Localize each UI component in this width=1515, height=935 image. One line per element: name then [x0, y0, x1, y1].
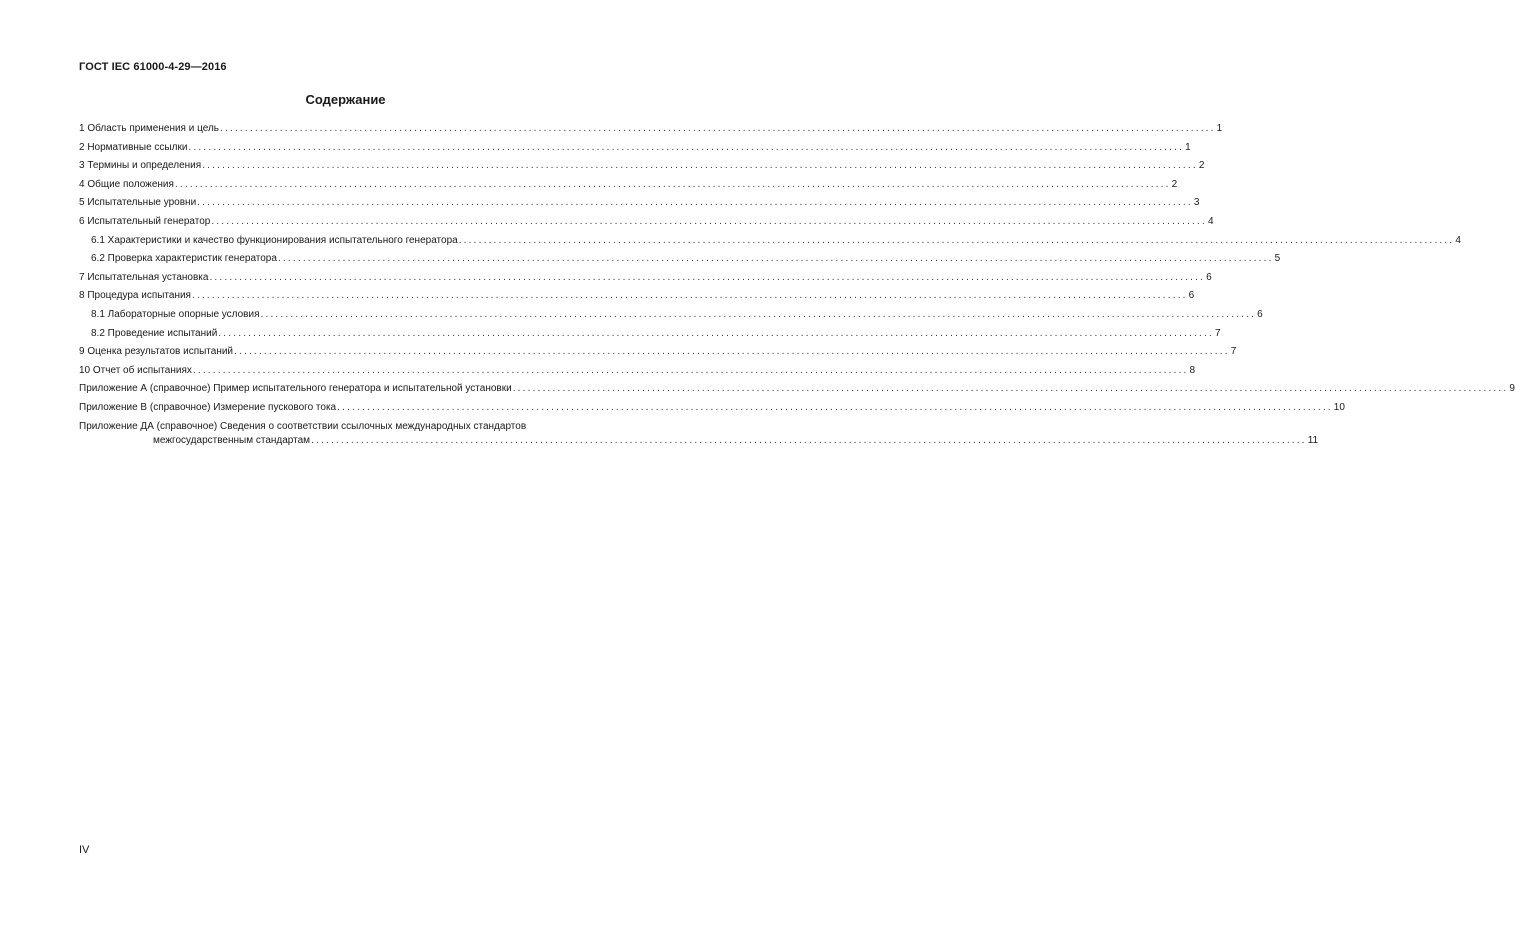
toc-leader-dots: ........................................................................................................................................................................................................ [277, 253, 1274, 265]
toc-entry-page: 10 [1333, 401, 1345, 413]
toc-entry-text: 8.2 Проведение испытаний [91, 327, 218, 339]
toc-entry-text: 2 Нормативные ссылки [79, 141, 188, 153]
toc-subentry[interactable] [79, 327, 1221, 346]
standard-designation: ГОСТ IEC 61000-4-29—2016 [79, 61, 227, 73]
toc-entry-text: 6.2 Проверка характеристик генератора [91, 253, 277, 265]
toc-entry-page: 3 [1193, 197, 1200, 209]
toc-entry-appendix-a[interactable] [79, 382, 1515, 401]
toc-entry-page: 2 [1171, 178, 1178, 190]
toc-entry-text: 4 Общие положения [79, 178, 174, 190]
toc-entry-text: Приложение А (справочное) Пример испытательного генератора и испытательной установки [79, 383, 512, 395]
toc-leader-dots: ........................................................................................................................................................................................................ [220, 123, 1216, 134]
table-of-contents [79, 122, 1515, 454]
toc-subentry[interactable] [79, 234, 1461, 253]
toc-leader-dots: ........................................................................................................................................................................................................ [174, 178, 1171, 190]
toc-leader-dots: ........................................................................................................................................................................................................ [512, 383, 1509, 395]
toc-entry-page: 11 [1307, 434, 1319, 446]
toc-entry-appendix-b[interactable] [79, 401, 1345, 420]
toc-entry-page: 7 [1214, 327, 1221, 339]
toc-entry[interactable] [79, 215, 1214, 234]
toc-title: Содержание [305, 92, 386, 107]
toc-entry[interactable] [79, 345, 1237, 364]
toc-leader-dots: ........................................................................................................................................................................................................ [211, 215, 1207, 227]
toc-leader-dots: ........................................................................................................................................................................................................ [209, 271, 1206, 283]
toc-entry[interactable] [79, 141, 1191, 160]
toc-entry-page: 5 [1274, 253, 1281, 265]
toc-leader-dots: ........................................................................................................................................................................................................ [192, 364, 1189, 376]
toc-leader-dots: ........................................................................................................................................................................................................ [260, 308, 1257, 320]
toc-entry[interactable] [79, 122, 1223, 141]
toc-entry-text: Приложение ДА (справочное) Сведения о соответствии ссылочных международных стандартов [79, 420, 527, 432]
toc-entry-text: 6 Испытательный генератор [79, 215, 211, 227]
toc-entry-text: 8.1 Лабораторные опорные условия [91, 308, 260, 320]
toc-entry-page: 4 [1455, 234, 1461, 246]
toc-entry-text: 9 Оценка результатов испытаний [79, 346, 234, 358]
toc-leader-dots: ........................................................................................................................................................................................................ [311, 434, 1307, 446]
toc-subentry[interactable] [79, 308, 1263, 327]
toc-entry[interactable] [79, 196, 1200, 215]
toc-entry-page: 8 [1189, 364, 1196, 376]
toc-entry-page: 2 [1198, 160, 1205, 172]
toc-entry-continuation: межгосударственным стандартам [153, 434, 311, 446]
toc-entry-page: 6 [1257, 308, 1263, 320]
toc-entry-page: 9 [1509, 383, 1515, 395]
toc-entry[interactable] [79, 178, 1178, 197]
toc-leader-dots: ........................................................................................................................................................................................................ [188, 141, 1185, 153]
toc-leader-dots: ........................................................................................................................................................................................................ [337, 401, 1333, 413]
toc-leader-dots: ........................................................................................................................................................................................................ [234, 346, 1230, 358]
toc-entry[interactable] [79, 289, 1195, 308]
toc-leader-dots: ........................................................................................................................................................................................................ [191, 290, 1188, 302]
toc-entry-page: 4 [1208, 215, 1214, 227]
toc-entry-page: 6 [1206, 271, 1212, 283]
toc-entry-text: Приложение В (справочное) Измерение пускового тока [79, 401, 337, 413]
toc-entry-page: 7 [1230, 346, 1237, 358]
toc-entry-page: 1 [1185, 141, 1191, 153]
toc-entry[interactable] [79, 364, 1196, 383]
toc-entry-text: 10 Отчет об испытаниях [79, 364, 192, 376]
toc-leader-dots: ........................................................................................................................................................................................................ [197, 197, 1193, 209]
toc-entry-page: 1 [1216, 123, 1223, 134]
toc-entry-text: 8 Процедура испытания [79, 290, 191, 302]
toc-entry[interactable] [79, 159, 1205, 178]
toc-entry-text: 6.1 Характеристики и качество функционирования испытательного генератора [91, 234, 458, 246]
toc-leader-dots: ........................................................................................................................................................................................................ [458, 234, 1455, 246]
toc-entry-appendix-da[interactable] [79, 420, 1319, 454]
toc-entry-text: 7 Испытательная установка [79, 271, 209, 283]
toc-leader-dots: ........................................................................................................................................................................................................ [202, 160, 1198, 172]
toc-subentry[interactable] [79, 252, 1281, 271]
toc-entry[interactable] [79, 271, 1212, 290]
toc-entry-text: 5 Испытательные уровни [79, 197, 197, 209]
toc-entry-text: 1 Область применения и цель [79, 123, 219, 134]
page-number: IV [79, 844, 90, 856]
toc-leader-dots: ........................................................................................................................................................................................................ [218, 327, 1214, 339]
toc-entry-page: 6 [1188, 290, 1195, 302]
toc-entry-text: 3 Термины и определения [79, 160, 202, 172]
